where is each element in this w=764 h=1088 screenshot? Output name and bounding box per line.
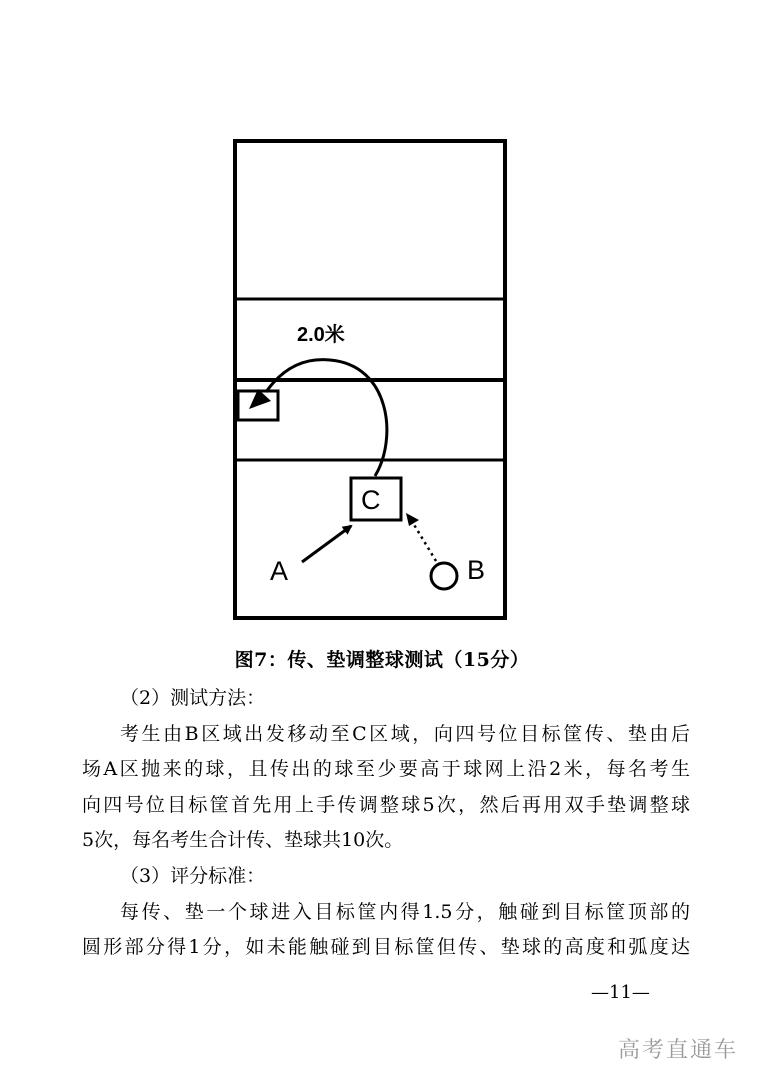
scoring-line-1: 每传、垫一个球进入目标筐内得1.5分，触碰到目标筐顶部的: [120, 900, 690, 923]
page-number: —11—: [591, 982, 650, 1003]
method-line-4: 5次，每名考生合计传、垫球共10次。: [82, 829, 404, 852]
distance-label: 2.0米: [297, 324, 345, 346]
watermark: 高考直通车: [617, 1038, 738, 1063]
method-line-1: 考生由B区域出发移动至C区域，向四号位目标筐传、垫由后: [120, 722, 690, 745]
zone-c-label: C: [361, 485, 381, 515]
dotted-arrowhead: [406, 513, 419, 526]
arrow-a-to-c: [302, 526, 351, 562]
scoring-line-2: 圆形部分得1分，如未能触碰到目标筐但传、垫球的高度和弧度达: [82, 936, 690, 959]
method-line-2: 场A区抛来的球，且传出的球至少要高于球网上沿2米，每名考生: [82, 758, 690, 781]
method-line-3: 向四号位目标筐首先用上手传调整球5次，然后再用双手垫调整球: [82, 793, 690, 816]
figure-caption: 图7：传、垫调整球测试（15分）: [234, 649, 530, 671]
heading-scoring: （3）评分标准：: [120, 864, 266, 887]
heading-test-method: （2）测试方法：: [120, 687, 266, 709]
body-text: [82, 681, 690, 966]
zone-a-label: A: [270, 556, 289, 586]
dotted-arrow-b-to-c: [413, 523, 436, 561]
zone-b-label: B: [467, 555, 486, 585]
player-b-circle: [431, 563, 457, 589]
